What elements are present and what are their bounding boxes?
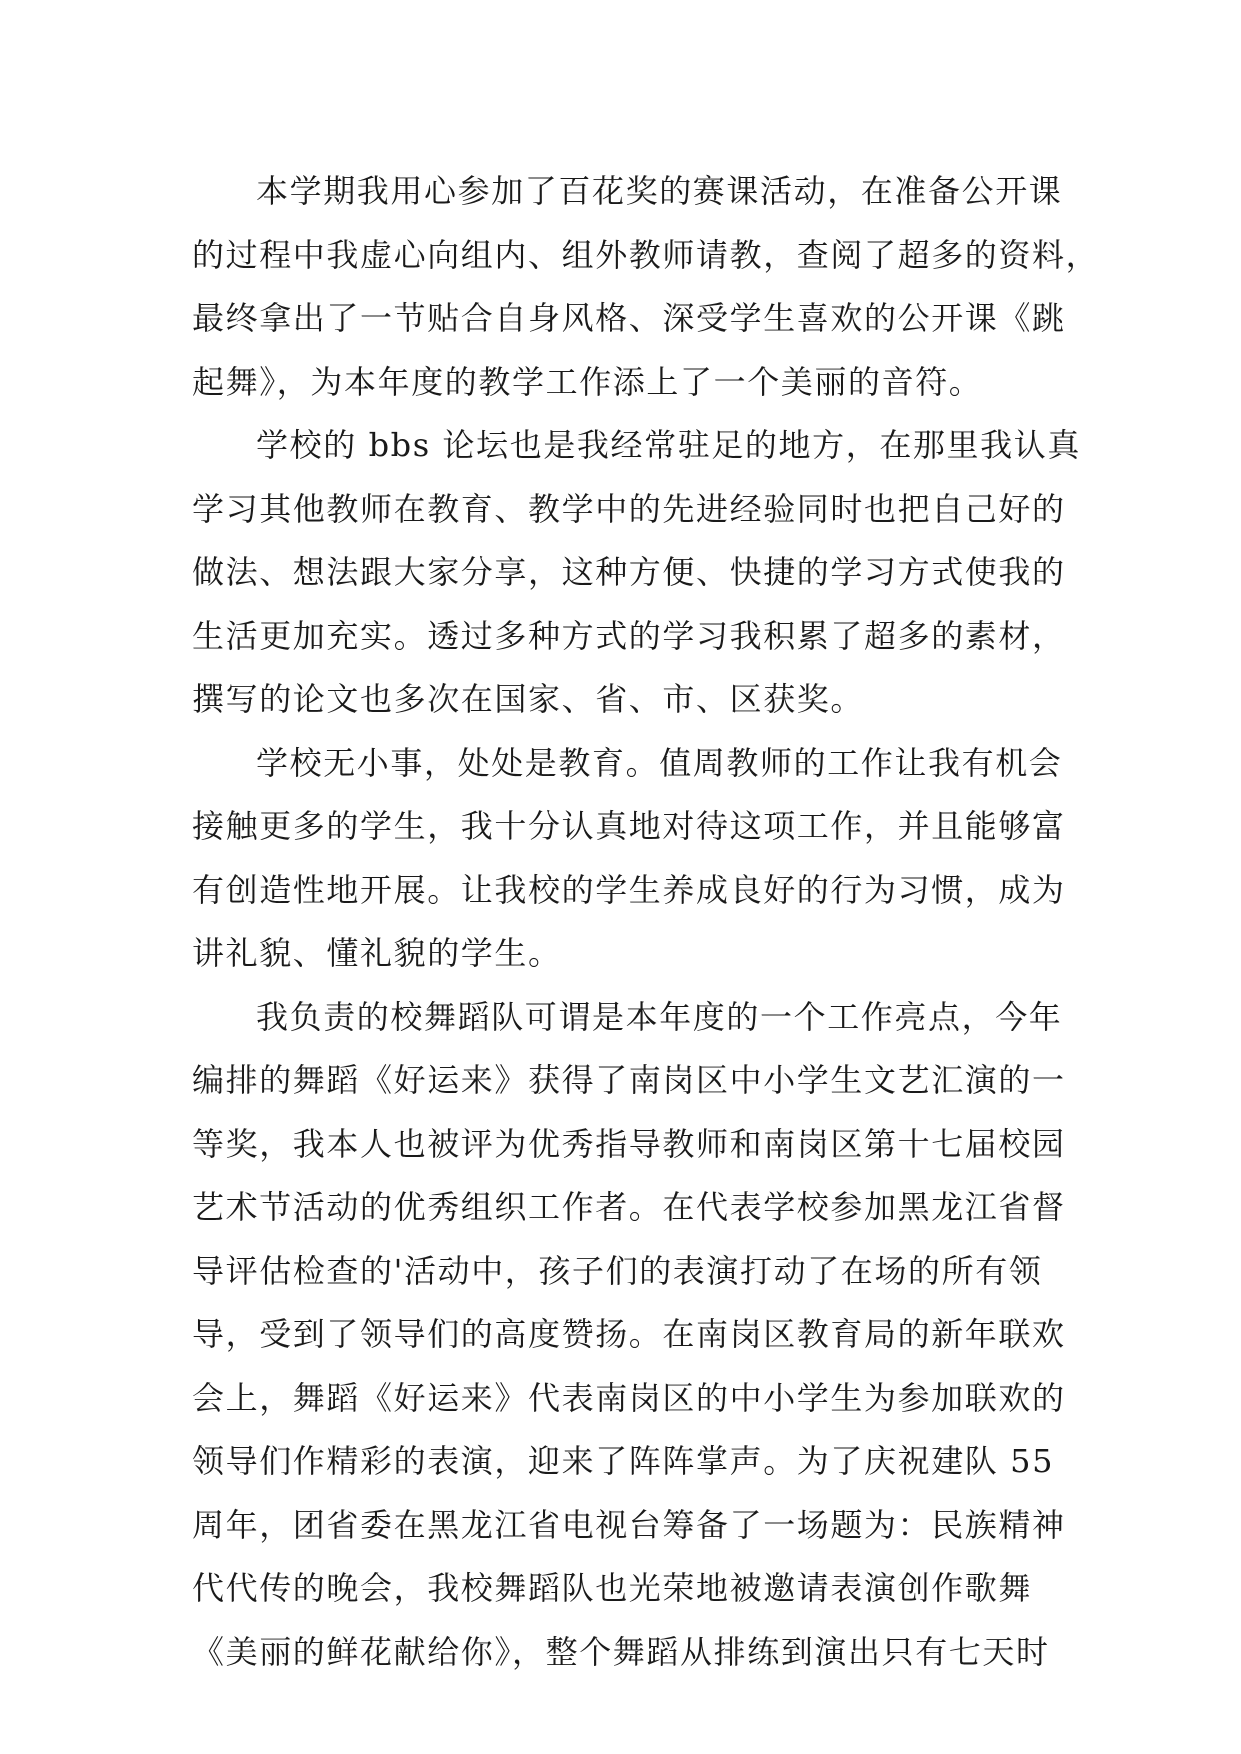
text-line: 学校无小事，处处是教育。值周教师的工作让我有机会 [256,743,1063,782]
text-line: 学校的 bbs 论坛也是我经常驻足的地方，在那里我认真 [256,426,1081,464]
text-line: 我负责的校舞蹈队可谓是本年度的一个工作亮点，今年 [256,997,1063,1036]
paragraph [192,414,1081,732]
text-line: 本学期我用心参加了百花奖的赛课活动，在准备公开课 [256,172,1063,210]
text-line: 的过程中我虚心向组内、组外教师请教，查阅了超多的资料， [192,235,1100,274]
text-line: 《美丽的鲜花献给你》，整个舞蹈从排练到演出只有七天时 [192,1632,1050,1671]
text-line: 学习其他教师在教育、教学中的先进经验同时也把自己好的 [192,489,1066,528]
document-body [192,160,1100,1684]
text-line: 生活更加充实。透过多种方式的学习我积累了超多的素材， [192,616,1066,655]
text-line: 最终拿出了一节贴合自身风格、深受学生喜欢的公开课《跳 [192,299,1066,337]
paragraph [192,160,1100,414]
text-line: 等奖，我本人也被评为优秀指导教师和南岗区第十七届校园 [192,1124,1066,1163]
text-line: 做法、想法跟大家分享，这种方便、快捷的学习方式使我的 [192,553,1066,591]
text-line: 艺术节活动的优秀组织工作者。在代表学校参加黑龙江省督 [192,1188,1066,1226]
text-line: 接触更多的学生，我十分认真地对待这项工作，并且能够富 [192,807,1066,845]
text-line: 编排的舞蹈《好运来》获得了南岗区中小学生文艺汇演的一 [192,1061,1066,1099]
text-line: 撰写的论文也多次在国家、省、市、区获奖。 [192,680,865,718]
text-line: 代代传的晚会，我校舞蹈队也光荣地被邀请表演创作歌舞 [192,1569,1033,1607]
text-line: 领导们作精彩的表演，迎来了阵阵掌声。为了庆祝建队 55 [192,1442,1055,1480]
paragraph [192,986,1066,1685]
text-line: 有创造性地开展。让我校的学生养成良好的行为习惯，成为 [192,870,1066,909]
text-line: 导评估检查的'活动中，孩子们的表演打动了在场的所有领 [192,1251,1043,1290]
text-line: 会上，舞蹈《好运来》代表南岗区的中小学生为参加联欢的 [192,1378,1066,1417]
text-line: 讲礼貌、懂礼貌的学生。 [192,934,562,972]
text-line: 导，受到了领导们的高度赞扬。在南岗区教育局的新年联欢 [192,1315,1066,1353]
text-line: 起舞》，为本年度的教学工作添上了一个美丽的音符。 [192,362,983,401]
paragraph [192,732,1066,986]
text-line: 周年，团省委在黑龙江省电视台筹备了一场题为：民族精神 [192,1505,1066,1544]
